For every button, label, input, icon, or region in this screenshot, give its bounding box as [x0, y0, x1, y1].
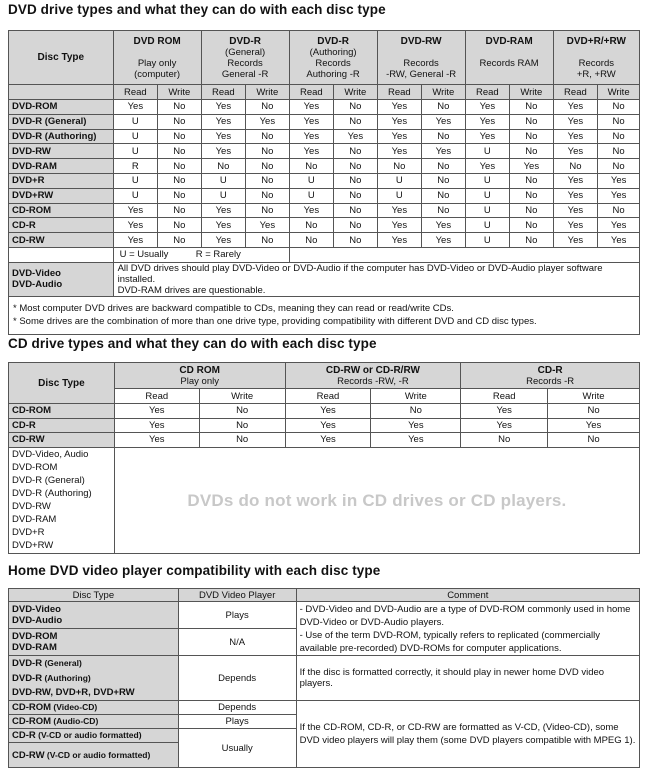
home-player-value: N/A — [178, 629, 296, 656]
read-value-cell: Yes — [201, 129, 246, 144]
write-value-cell: Yes — [246, 218, 290, 233]
read-value-cell: Yes — [285, 433, 371, 448]
write-value-cell: No — [422, 159, 466, 174]
home-disc: DVD-Video — [12, 604, 61, 615]
dvd-legend-row — [9, 247, 640, 262]
write-value-cell: No — [510, 188, 554, 203]
write-header: Write — [199, 389, 285, 404]
write-value-cell: No — [334, 100, 378, 115]
legend-rarely: R = Rarely — [195, 249, 241, 261]
dvd-disc-item: DVD-ROM — [12, 461, 58, 473]
cd-drive-table — [8, 362, 640, 554]
read-value-cell: Yes — [553, 188, 598, 203]
write-value-cell: No — [548, 433, 640, 448]
home-disc: CD-ROM (Audio-CD) — [9, 715, 179, 729]
read-value-cell: Yes — [377, 144, 422, 159]
write-value-cell: Yes — [422, 114, 466, 129]
read-value-cell: U — [201, 188, 246, 203]
cd-header-row — [9, 363, 640, 389]
read-header: Read — [465, 85, 510, 100]
dvd-header-row — [9, 31, 640, 85]
write-value-cell: No — [510, 100, 554, 115]
read-value-cell: Yes — [201, 203, 246, 218]
cd-dvd-row — [9, 447, 640, 553]
read-value-cell: Yes — [377, 218, 422, 233]
write-value-cell: No — [422, 188, 466, 203]
write-value-cell: No — [246, 233, 290, 248]
write-value-cell: No — [158, 173, 202, 188]
read-value-cell: Yes — [553, 100, 598, 115]
write-value-cell: No — [548, 404, 640, 419]
write-value-cell: No — [371, 404, 461, 419]
home-comment: - Use of the term DVD-ROM, typically refers to replicated (commercially available pre-recorded) DVD-ROMs for computer applications. — [299, 630, 600, 654]
dvd-drive-header: DVD-R (Authoring) Records Authoring -R — [289, 31, 377, 85]
write-value-cell: No — [334, 114, 378, 129]
read-header: Read — [114, 389, 199, 404]
dvd-row — [9, 129, 640, 144]
read-value-cell: Yes — [113, 203, 158, 218]
dvd-row — [9, 114, 640, 129]
read-value-cell: Yes — [377, 100, 422, 115]
read-header: Read — [461, 389, 548, 404]
read-value-cell: Yes — [465, 114, 510, 129]
home-section-title: Home DVD video player compatibility with each disc type — [8, 563, 381, 578]
home-comment-header: Comment — [296, 589, 639, 602]
read-value-cell: Yes — [461, 418, 548, 433]
home-disc: DVD-Audio — [12, 615, 63, 626]
write-value-cell: No — [246, 188, 290, 203]
dvd-drive-header: DVD-R (General) Records General -R — [201, 31, 289, 85]
write-header: Write — [246, 85, 290, 100]
read-value-cell: No — [201, 159, 246, 174]
write-value-cell: No — [510, 144, 554, 159]
home-player-value: Plays — [178, 602, 296, 629]
dvd-video-label: DVD-Video — [12, 268, 61, 280]
write-value-cell: Yes — [598, 233, 640, 248]
dvd-row — [9, 233, 640, 248]
write-value-cell: No — [334, 188, 378, 203]
cd-drive-header: CD-RW or CD-R/RW Records -RW, -R — [285, 363, 461, 389]
dvd-drive-header: DVD-RW Records -RW, General -R — [377, 31, 465, 85]
home-disc: DVD-R (General) — [12, 658, 82, 669]
read-value-cell: Yes — [289, 114, 334, 129]
write-value-cell: Yes — [548, 418, 640, 433]
write-value-cell: No — [598, 144, 640, 159]
write-header: Write — [334, 85, 378, 100]
read-value-cell: U — [465, 188, 510, 203]
dvd-disc-type-cell: DVD+R — [9, 173, 114, 188]
write-value-cell: No — [246, 129, 290, 144]
write-value-cell: No — [510, 129, 554, 144]
read-value-cell: U — [465, 233, 510, 248]
cd-disc-type-cell: CD-R — [9, 418, 115, 433]
read-value-cell: Yes — [201, 233, 246, 248]
write-value-cell: Yes — [598, 188, 640, 203]
read-value-cell: Yes — [553, 233, 598, 248]
read-value-cell: Yes — [113, 233, 158, 248]
cd-disc-type-cell: CD-ROM — [9, 404, 115, 419]
dvd-disc-type-cell: CD-ROM — [9, 203, 114, 218]
read-value-cell: U — [465, 173, 510, 188]
read-value-cell: U — [113, 173, 158, 188]
read-value-cell: No — [461, 433, 548, 448]
cd-disc-type-header: Disc Type — [9, 363, 115, 404]
dvd-disc-list — [9, 447, 115, 553]
dvd-disc-type-cell: DVD-RAM — [9, 159, 114, 174]
write-value-cell: No — [158, 218, 202, 233]
write-value-cell: Yes — [371, 433, 461, 448]
read-value-cell: Yes — [289, 203, 334, 218]
read-value-cell: No — [553, 159, 598, 174]
read-value-cell: Yes — [114, 418, 199, 433]
write-value-cell: No — [334, 218, 378, 233]
write-value-cell: No — [158, 203, 202, 218]
read-value-cell: U — [113, 114, 158, 129]
read-header: Read — [553, 85, 598, 100]
dvd-drive-header: DVD+R/+RW Records +R, +RW — [553, 31, 639, 85]
read-value-cell: U — [113, 144, 158, 159]
home-row — [9, 701, 640, 715]
write-value-cell: No — [334, 203, 378, 218]
dvd-rw-subheader-row — [9, 85, 640, 100]
write-value-cell: No — [199, 433, 285, 448]
dvd-disc-item: DVD-Video, Audio — [12, 448, 89, 460]
legend-usually: U = Usually — [119, 249, 169, 261]
read-value-cell: No — [289, 233, 334, 248]
read-value-cell: U — [289, 173, 334, 188]
dvd-disc-type-cell: DVD-R (Authoring) — [9, 129, 114, 144]
read-value-cell: U — [201, 173, 246, 188]
home-disc: DVD-R (Authoring) — [12, 673, 91, 684]
read-value-cell: U — [465, 203, 510, 218]
write-header: Write — [510, 85, 554, 100]
read-value-cell: No — [377, 159, 422, 174]
write-value-cell: Yes — [422, 218, 466, 233]
read-value-cell: U — [377, 173, 422, 188]
write-value-cell: Yes — [598, 173, 640, 188]
read-value-cell: Yes — [465, 129, 510, 144]
write-header: Write — [598, 85, 640, 100]
footnote-1: * Most computer DVD drives are backward compatible to CDs, meaning they can read or read/write CDs. — [13, 303, 454, 315]
home-player-value: Depends — [178, 656, 296, 701]
dvd-row — [9, 173, 640, 188]
read-header: Read — [285, 389, 371, 404]
write-value-cell: No — [510, 173, 554, 188]
dvd-footnote-row — [9, 296, 640, 334]
dvd-audio-label: DVD-Audio — [12, 279, 63, 291]
home-player-header: DVD Video Player — [178, 589, 296, 602]
write-value-cell: No — [334, 173, 378, 188]
dvd-row — [9, 159, 640, 174]
write-value-cell: Yes — [422, 233, 466, 248]
write-header: Write — [371, 389, 461, 404]
dvd-disc-type-cell: CD-R — [9, 218, 114, 233]
dvd-disc-item: DVD-RAM — [12, 513, 57, 525]
write-value-cell: No — [158, 233, 202, 248]
write-value-cell: No — [246, 144, 290, 159]
home-player-value: Depends — [178, 701, 296, 715]
write-value-cell: No — [422, 100, 466, 115]
write-value-cell: No — [199, 418, 285, 433]
write-value-cell: No — [598, 159, 640, 174]
read-value-cell: U — [289, 188, 334, 203]
write-value-cell: Yes — [246, 114, 290, 129]
dvd-section-title: DVD drive types and what they can do with each disc type — [8, 2, 386, 17]
write-value-cell: No — [598, 129, 640, 144]
write-value-cell: No — [510, 203, 554, 218]
dvd-disc-item: DVD-R (General) — [12, 474, 85, 486]
cd-drive-header: CD ROM Play only — [114, 363, 285, 389]
read-value-cell: Yes — [465, 159, 510, 174]
read-value-cell: Yes — [553, 173, 598, 188]
video-note-1: All DVD drives should play DVD-Video or DVD-Audio if the computer has DVD-Video or DVD-Audio player software installed. — [117, 262, 603, 285]
home-comment: If the disc is formatted correctly, it should play in newer home DVD video players. — [296, 656, 639, 701]
cd-disc-type-cell: CD-RW — [9, 433, 115, 448]
read-value-cell: U — [113, 129, 158, 144]
dvd-drive-table — [8, 30, 640, 335]
write-value-cell: No — [598, 100, 640, 115]
dvd-video-row — [9, 262, 640, 296]
read-header: Read — [377, 85, 422, 100]
write-value-cell: No — [246, 159, 290, 174]
read-value-cell: No — [289, 218, 334, 233]
dvd-disc-type-cell: DVD-ROM — [9, 100, 114, 115]
read-value-cell: Yes — [377, 233, 422, 248]
read-value-cell: Yes — [289, 129, 334, 144]
read-value-cell: U — [465, 144, 510, 159]
read-value-cell: Yes — [553, 203, 598, 218]
read-value-cell: R — [113, 159, 158, 174]
write-value-cell: No — [510, 218, 554, 233]
dvd-row — [9, 100, 640, 115]
cd-row — [9, 418, 640, 433]
write-value-cell: No — [598, 203, 640, 218]
write-value-cell: No — [334, 144, 378, 159]
dvd-disc-item: DVD+R — [12, 526, 45, 538]
home-disc: DVD-RW, DVD+R, DVD+RW — [12, 687, 135, 698]
write-value-cell: No — [334, 233, 378, 248]
write-value-cell: No — [510, 114, 554, 129]
dvd-row — [9, 203, 640, 218]
cd-row — [9, 433, 640, 448]
dvd-row — [9, 218, 640, 233]
dvd-row — [9, 144, 640, 159]
read-value-cell: Yes — [285, 404, 371, 419]
read-value-cell: Yes — [553, 114, 598, 129]
write-value-cell: Yes — [422, 144, 466, 159]
cd-row — [9, 404, 640, 419]
home-comment: - DVD-Video and DVD-Audio are a type of DVD-ROM commonly used in home DVD-Video or DVD-Audio players. — [299, 604, 631, 628]
write-value-cell: Yes — [598, 218, 640, 233]
video-note-2: DVD-RAM drives are questionable. — [117, 284, 266, 296]
read-value-cell: Yes — [113, 218, 158, 233]
home-disc: CD-R (V-CD or audio formatted) — [9, 729, 179, 743]
read-header: Read — [113, 85, 158, 100]
write-value-cell: No — [598, 114, 640, 129]
read-value-cell: U — [113, 188, 158, 203]
read-value-cell: Yes — [553, 144, 598, 159]
write-header: Write — [422, 85, 466, 100]
home-player-value: Plays — [178, 715, 296, 729]
cd-table-body — [9, 404, 640, 448]
write-header: Write — [548, 389, 640, 404]
dvd-disc-type-cell: CD-RW — [9, 233, 114, 248]
read-value-cell: Yes — [553, 218, 598, 233]
dvd-disc-type-header: Disc Type — [9, 31, 114, 85]
home-row — [9, 656, 640, 701]
write-value-cell: No — [158, 188, 202, 203]
read-value-cell: Yes — [201, 114, 246, 129]
write-value-cell: No — [246, 173, 290, 188]
write-value-cell: No — [510, 233, 554, 248]
write-value-cell: No — [246, 100, 290, 115]
dvd-disc-type-cell: DVD-R (General) — [9, 114, 114, 129]
dvd-table-body — [9, 100, 640, 248]
home-comment: If the CD-ROM, CD-R, or CD-RW are formatted as V-CD, (Video-CD), some DVD video players will play them (some DVD players compatible with MPEG 1). — [296, 701, 639, 768]
read-value-cell: U — [377, 188, 422, 203]
write-value-cell: Yes — [371, 418, 461, 433]
home-row — [9, 602, 640, 629]
write-value-cell: No — [199, 404, 285, 419]
dvd-drive-header: DVD ROM Play only (computer) — [113, 31, 201, 85]
home-disc: DVD-RAM — [12, 642, 57, 653]
read-value-cell: Yes — [201, 100, 246, 115]
read-header: Read — [289, 85, 334, 100]
read-value-cell: No — [289, 159, 334, 174]
write-value-cell: No — [158, 114, 202, 129]
dvd-disc-item: DVD-RW — [12, 500, 51, 512]
home-disc-type-header: Disc Type — [9, 589, 179, 602]
read-value-cell: Yes — [553, 129, 598, 144]
read-value-cell: Yes — [461, 404, 548, 419]
cd-watermark: DVDs do not work in CD drives or CD players. — [114, 447, 639, 553]
write-value-cell: Yes — [510, 159, 554, 174]
home-disc: CD-ROM (Video-CD) — [9, 701, 179, 715]
dvd-row — [9, 188, 640, 203]
write-value-cell: No — [246, 203, 290, 218]
write-value-cell: No — [158, 144, 202, 159]
dvd-disc-item: DVD-R (Authoring) — [12, 487, 92, 499]
read-value-cell: Yes — [377, 203, 422, 218]
cd-section-title: CD drive types and what they can do with each disc type — [8, 336, 377, 351]
read-value-cell: Yes — [289, 144, 334, 159]
read-header: Read — [201, 85, 246, 100]
home-player-table — [8, 588, 640, 768]
home-header-row — [9, 589, 640, 602]
write-value-cell: No — [334, 159, 378, 174]
dvd-disc-item: DVD+RW — [12, 539, 54, 551]
write-value-cell: Yes — [334, 129, 378, 144]
read-value-cell: Yes — [285, 418, 371, 433]
read-value-cell: Yes — [114, 404, 199, 419]
read-value-cell: Yes — [377, 129, 422, 144]
dvd-disc-type-cell: DVD+RW — [9, 188, 114, 203]
read-value-cell: Yes — [465, 100, 510, 115]
read-value-cell: Yes — [201, 144, 246, 159]
read-value-cell: Yes — [377, 114, 422, 129]
write-value-cell: No — [158, 159, 202, 174]
write-value-cell: No — [158, 100, 202, 115]
dvd-drive-header: DVD-RAM Records RAM — [465, 31, 553, 85]
dvd-disc-type-cell: DVD-RW — [9, 144, 114, 159]
read-value-cell: Yes — [113, 100, 158, 115]
read-value-cell: Yes — [201, 218, 246, 233]
footnote-2: * Some drives are the combination of more than one drive type, providing compatibility with different DVD and CD disc types. — [13, 316, 537, 328]
read-value-cell: Yes — [289, 100, 334, 115]
write-header: Write — [158, 85, 202, 100]
home-disc: DVD-ROM — [12, 631, 58, 642]
write-value-cell: No — [422, 173, 466, 188]
home-player-value: Usually — [178, 729, 296, 768]
home-disc: CD-RW (V-CD or audio formatted) — [9, 743, 179, 768]
cd-drive-header: CD-R Records -R — [461, 363, 640, 389]
write-value-cell: No — [422, 129, 466, 144]
read-value-cell: U — [465, 218, 510, 233]
read-value-cell: Yes — [114, 433, 199, 448]
write-value-cell: No — [422, 203, 466, 218]
write-value-cell: No — [158, 129, 202, 144]
